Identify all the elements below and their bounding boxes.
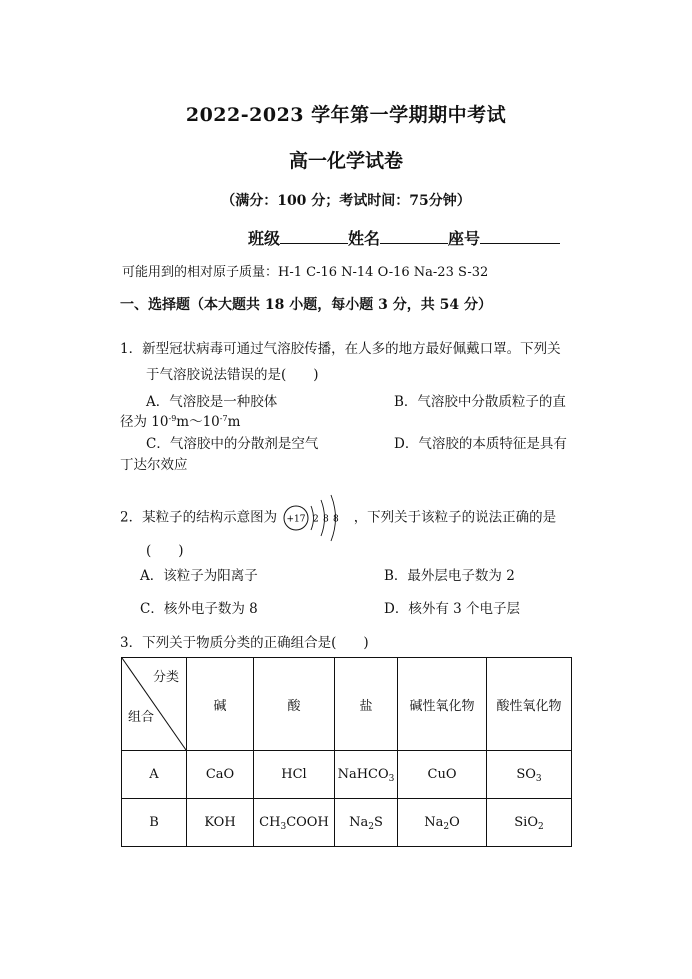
q2-option-d: D．核外有 3 个电子层 (384, 601, 520, 617)
exam-title: 2022-2023 学年第一学期期中考试 (185, 104, 507, 126)
q1-stem-line2: 于气溶胶说法错误的是( ) (146, 367, 319, 383)
student-info-line (248, 226, 560, 249)
table-cell (487, 799, 572, 847)
formula-subscript: 3 (535, 774, 542, 784)
q1-option-c: C．气溶胶中的分散剂是空气 (146, 436, 319, 452)
q2-stem (120, 492, 556, 544)
column-header: 酸性氧化物 (487, 658, 572, 751)
exam-meta: （满分：100 分；考试时间：75分钟） (221, 193, 471, 209)
shell-electrons: 8 (333, 514, 340, 525)
column-header: 盐 (335, 658, 398, 751)
q1-b-exp2: -7 (219, 414, 228, 423)
table-cell (254, 799, 335, 847)
section-heading: 一、选择题（本大题共 18 小题，每小题 3 分，共 54 分） (120, 297, 492, 313)
q2-option-a: A．该粒子为阳离子 (140, 568, 258, 584)
nucleus-charge: +17 (286, 514, 306, 525)
table-row (122, 799, 572, 847)
formula-subscript: 2 (368, 822, 374, 832)
table-cell: CuO (398, 751, 487, 799)
formula-subscript: 3 (388, 774, 395, 784)
table-cell (335, 799, 398, 847)
formula-text: S (373, 815, 383, 830)
corner-header-cell (122, 658, 187, 751)
column-header: 酸 (254, 658, 335, 751)
formula-text: SO (516, 767, 536, 782)
q1-b-text3: m (227, 414, 241, 430)
table-cell (487, 751, 572, 799)
q2-stem-post: ，下列关于该粒子的说法正确的是 (353, 509, 557, 526)
shell-electrons: 2 (313, 514, 320, 525)
q3-stem: 3．下列关于物质分类的正确组合是( ) (120, 635, 369, 651)
formula-text: COOH (286, 815, 329, 830)
formula-subscript: 3 (280, 822, 287, 832)
formula-text: Na (349, 815, 369, 830)
formula-subscript: 2 (538, 822, 544, 832)
shell-electrons: 8 (323, 514, 330, 525)
formula-subscript: 2 (443, 822, 450, 832)
atomic-masses: 可能用到的相对原子质量：H-1 C-16 N-14 O-16 Na-23 S-32 (122, 265, 489, 280)
q1-option-b: B．气溶胶中分散质粒子的直 (394, 394, 566, 410)
seat-label: 座号 (448, 229, 481, 248)
name-label: 姓名 (348, 229, 381, 248)
column-header: 碱性氧化物 (398, 658, 487, 751)
q2-option-c: C．核外电子数为 8 (140, 601, 258, 617)
row-label: B (122, 799, 187, 847)
q1-option-a: A．气溶胶是一种胶体 (146, 394, 278, 410)
formula-text: NaHCO (337, 767, 389, 782)
formula-text: CH (259, 815, 281, 830)
classification-table (121, 657, 572, 847)
exam-subtitle: 高一化学试卷 (288, 150, 403, 172)
class-blank[interactable] (280, 227, 348, 244)
table-cell: CaO (187, 751, 254, 799)
column-header: 碱 (187, 658, 254, 751)
table-cell (335, 751, 398, 799)
q1-b-text1: 径为 10 (120, 414, 169, 430)
q2-option-b: B．最外层电子数为 2 (384, 568, 515, 584)
table-row (122, 751, 572, 799)
seat-blank[interactable] (480, 227, 560, 244)
q1-option-d: D．气溶胶的本质特征是具有 (394, 436, 567, 452)
name-blank[interactable] (380, 227, 448, 244)
q1-b-text2: m～10 (176, 414, 220, 430)
class-label: 班级 (248, 229, 281, 248)
formula-text: SiO (514, 815, 538, 830)
table-cell: KOH (187, 799, 254, 847)
formula-text: Na (424, 815, 444, 830)
table-cell: HCl (254, 751, 335, 799)
q1-option-d-cont: 丁达尔效应 (120, 457, 188, 473)
row-label: A (122, 751, 187, 799)
atomic-structure-diagram (283, 492, 347, 544)
q2-paren: ( ) (146, 543, 184, 559)
table-header-row (122, 658, 572, 751)
corner-top-label: 分类 (152, 670, 179, 685)
q1-option-b-cont (120, 410, 240, 430)
q1-stem-line1: 1．新型冠状病毒可通过气溶胶传播，在人多的地方最好佩戴口罩。下列关 (120, 341, 561, 357)
formula-text: O (449, 815, 460, 830)
q1-b-exp1: -9 (168, 414, 177, 423)
table-cell (398, 799, 487, 847)
q2-stem-pre: 2．某粒子的结构示意图为 (120, 509, 278, 526)
corner-bottom-label: 组合 (128, 710, 155, 725)
